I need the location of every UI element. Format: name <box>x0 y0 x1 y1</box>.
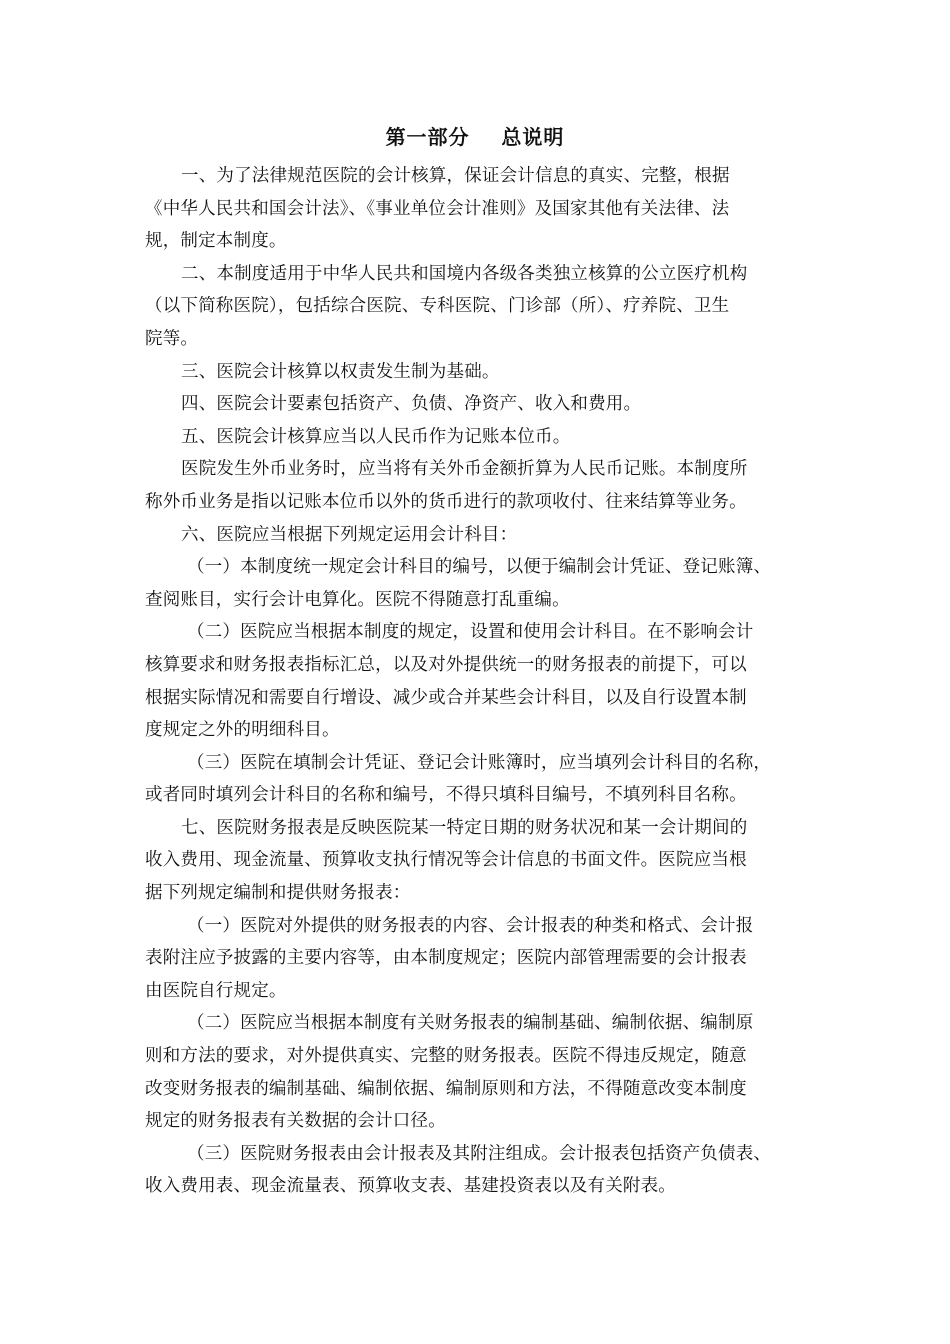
text-line: 规，制定本制度。 <box>145 231 287 252</box>
text-line: 七、医院财务报表是反映医院某一特定日期的财务状况和某一会计期间的 <box>181 817 748 838</box>
text-line: 改变财务报表的编制基础、编制依据、编制原则和方法，不得随意改变本制度 <box>145 1078 747 1099</box>
text-line: 收入费用、现金流量、预算收支执行情况等会计信息的书面文件。医院应当根 <box>145 850 747 871</box>
text-line: 《中华人民共和国会计法》、《事业单位会计准则》及国家其他有关法律、法 <box>145 198 730 219</box>
text-line: 根据实际情况和需要自行增设、减少或合并某些会计科目，以及自行设置本制 <box>145 687 747 708</box>
text-line: （一）医院对外提供的财务报表的内容、会计报表的种类和格式、会计报 <box>187 915 754 936</box>
text-line: 三、医院会计核算以权责发生制为基础。 <box>181 361 500 382</box>
text-line: 二、本制度适用于中华人民共和国境内各级各类独立核算的公立医疗机构 <box>181 263 748 284</box>
text-line: 表附注应予披露的主要内容等，由本制度规定；医院内部管理需要的会计报表 <box>145 948 747 969</box>
text-line: 或者同时填列会计科目的名称和编号，不得只填科目编号，不填列科目名称。 <box>145 785 747 806</box>
text-line: 医院发生外币业务时，应当将有关外币金额折算为人民币记账。本制度所 <box>181 459 748 480</box>
text-line: 度规定之外的明细科目。 <box>145 720 340 741</box>
text-line: 核算要求和财务报表指标汇总，以及对外提供统一的财务报表的前提下，可以 <box>145 654 747 675</box>
text-line: 五、医院会计核算应当以人民币作为记账本位币。 <box>181 426 571 447</box>
text-line: 由医院自行规定。 <box>145 980 287 1001</box>
text-line: 四、医院会计要素包括资产、负债、净资产、收入和费用。 <box>181 394 642 415</box>
text-line: （以下简称医院），包括综合医院、专科医院、门诊部（所）、疗养院、卫生 <box>145 296 730 317</box>
text-line: （二）医院应当根据本制度有关财务报表的编制基础、编制依据、编制原 <box>187 1013 754 1034</box>
text-line: 一、为了法律规范医院的会计核算，保证会计信息的真实、完整，根据 <box>181 166 730 186</box>
text-line: （二）医院应当根据本制度的规定，设置和使用会计科目。在不影响会计 <box>187 622 754 643</box>
text-line: 院等。 <box>145 328 199 349</box>
text-line: （三）医院在填制会计凭证、登记会计账簿时，应当填列会计科目的名称， <box>187 752 772 773</box>
text-line: 规定的财务报表有关数据的会计口径。 <box>145 1111 446 1132</box>
text-line: 查阅账目，实行会计电算化。医院不得随意打乱重编。 <box>145 589 570 610</box>
text-line: 收入费用表、现金流量表、预算收支表、基建投资表以及有关附表。 <box>145 1176 676 1197</box>
body-text <box>145 160 810 1203</box>
page-title: 第一部分 总说明 <box>385 125 565 149</box>
text-line: 六、医院应当根据下列规定运用会计科目： <box>181 524 518 545</box>
text-line: （一）本制度统一规定会计科目的编号，以便于编制会计凭证、登记账簿、 <box>187 557 772 578</box>
text-line: （三）医院财务报表由会计报表及其附注组成。会计报表包括资产负债表、 <box>187 1143 772 1164</box>
text-line: 据下列规定编制和提供财务报表： <box>145 883 411 904</box>
text-line: 则和方法的要求，对外提供真实、完整的财务报表。医院不得违反规定，随意 <box>145 1046 747 1067</box>
text-line: 称外币业务是指以记账本位币以外的货币进行的款项收付、往来结算等业务。 <box>145 491 747 512</box>
